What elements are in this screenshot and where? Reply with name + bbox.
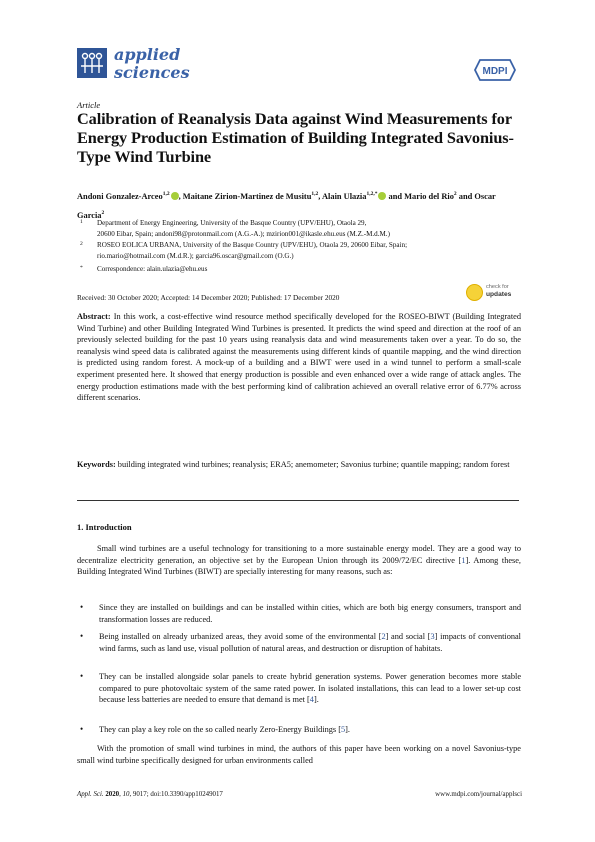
author-name: Maitane Zirion-Martinez de Musitu [182,192,312,201]
correspondence-line[interactable]: Correspondence: alain.ulazia@ehu.eus [97,265,208,273]
author-separator: and [386,192,405,201]
author-affiliation-marker: 2 [453,191,457,197]
abstract-text: In this work, a cost-effective wind resource method specifically developed for the ROSEO-BIWT (Building Integrated Wind Turbine) and other Building Integrated Wind Turbines is presented. It predicts the wind speed and direction at the roof of an previously selected building for the past 10 years using reanalysis data and wind measurements taken over a year. To do so, the reanalysis wind speed data is calibrated against the measurements using different kinds of quantile mapping, and the wind direction is predicted using random forest. A mock-up of a building and a BIWT were used in a wind tunnel to perform a small-scale experiment presented here. It showed that energy production is possible and even enhanced over a wide range of attack angles. The energy production estimations made with the best performing kind of calibration achieved an overall relative error of 6.77% across different scenarios. [77,312,521,403]
bullet-text-part: ] impacts of conventional wind farms, such as land use, visual pollution of natural areas, and destruction or disruption of habitats. [99,632,521,653]
affiliation-number: 2 [80,241,83,247]
paragraph-text: Small wind turbines are a useful technology for transitioning to a more sustainable energy model. They are a good way to decentralize electricity generation, an objective set by the European Union through its 2009/72/EC directive [ [77,544,521,565]
keywords-label: Keywords: [77,460,116,469]
footer-journal-abbr: Appl. Sci. [77,791,104,798]
footer-citation: Appl. Sci. 2020, 10, 9017; doi:10.3390/app10249017 [77,791,223,798]
updates-badge-line2: updates [486,291,512,298]
check-updates-icon [466,284,483,301]
journal-name-line1: applied [114,45,181,64]
citation-link[interactable]: 4 [309,695,314,705]
journal-logo-icon [77,48,107,78]
footer-doi[interactable]: , 9017; doi:10.3390/app10249017 [129,791,223,798]
bullet-item-1 [77,602,521,625]
bullet-item-3 [77,671,521,706]
paragraph-text: ]. Among these, Building Integrated Wind Turbines (BIWT) are specially interesting for many reasons, such as: [77,555,522,577]
author-separator: , [318,192,322,201]
correspondence [77,264,522,275]
author-name: Oscar Garcia [77,192,496,220]
bullet-text [99,671,521,706]
bullet-text [99,724,521,736]
footer-volume: 10 [122,791,130,798]
author-name: Alain Ulazia [322,192,367,201]
affiliation-line: rio.mario@hotmail.com (M.d.R.); garcia96.oscar@gmail.com (O.G.) [97,252,294,260]
updates-badge-line1: check for [486,284,509,290]
intro-paragraph-2: With the promotion of small wind turbines in mind, the authors of this paper have been working on a novel Savonius-type small wind turbine specifically designed for urban environments called [77,744,521,765]
bullet-text-part: ]. [313,695,319,705]
bullet-text [99,631,521,654]
mdpi-logo [474,58,516,82]
author-affiliation-marker: 1,2 [311,191,319,197]
bullet-text-part: They can play a key role on the so called nearly Zero-Energy Buildings [ [99,725,341,734]
journal-name-line2: sciences [114,63,190,82]
affiliation-number: 1 [80,219,83,225]
keywords-text: building integrated wind turbines; reanalysis; ERA5; anemometer; Savonius turbine; quantile mapping; random forest [117,460,510,469]
author-affiliation-marker: 1,2 [162,191,170,197]
paper-title: Calibration of Reanalysis Data against Wind Measurements for Energy Production Estimation of Building Integrated Savonius-Type Wind Turbine [77,109,514,166]
orcid-icon[interactable] [171,192,179,200]
bullet-item-2 [77,631,521,654]
bullet-icon: • [80,631,84,641]
author-separator: , [178,192,183,201]
footer-year: 2020 [105,791,120,798]
affiliation-number: * [80,265,83,271]
abstract-label: Abstract: [77,312,111,321]
bullet-icon: • [80,602,84,612]
citation-link[interactable]: 5 [341,725,346,734]
bullet-text [99,602,521,625]
bullet-icon: • [80,724,84,734]
abstract [77,311,521,404]
footer-journal-url[interactable]: www.mdpi.com/journal/applsci [435,791,522,798]
affiliation-line: Department of Energy Engineering, University of the Basque Country (UPV/EHU), Otaola 29, [97,219,367,227]
bullet-text-part: ] and social [ [385,632,431,641]
publication-dates: Received: 30 October 2020; Accepted: 14 December 2020; Published: 17 December 2020 [77,293,340,302]
section-divider [77,500,519,501]
author-name: Mario del Rio [404,192,454,201]
affiliation-line: 20600 Eibar, Spain; andoni98@protonmail.com (A.G.-A.); mzirion001@ikasle.ehu.eus (M.Z.-M.d.M.) [97,230,390,238]
bullet-text-part: ]. [345,725,350,734]
mdpi-logo-text: MDPI [482,66,508,77]
author-affiliation-marker: 1,2,* [366,191,378,197]
intro-paragraph-1 [77,543,521,578]
citation-link[interactable]: 3 [430,632,435,641]
section-heading: 1. Introduction [77,522,132,532]
author-name: Andoni Gonzalez-Arceo [77,192,163,201]
citation-link[interactable]: 2 [381,632,386,641]
affiliation-2 [77,240,522,262]
bullet-item-4 [77,724,521,736]
citation-link[interactable]: 1 [461,555,466,565]
affiliation-1 [77,218,522,240]
author-affiliation-marker: 2 [101,210,105,216]
bullet-icon: • [80,671,84,681]
bullet-text-part: Since they are installed on buildings and can be installed within cities, which are both big energy consumers, transport and transformation losses are reduced. [99,603,521,624]
check-for-updates-badge[interactable] [466,283,522,303]
bullet-text-part: They can be installed alongside solar panels to create hybrid generation systems. Power generation becomes more stable compared to pure photovoltaic system of the same rated power. In isolated installations, this can lead to a lower set-up cost because less batteries are needed to ensure that demand is met [ [99,672,521,705]
author-separator: and [456,192,475,201]
affiliation-line: ROSEO EOLICA URBANA, University of the Basque Country (UPV/EHU), Otaola 29, 20600 Eibar, Spain; [97,241,408,249]
bullet-text-part: Being installed on already urbanized areas, they avoid some of the environmental [ [99,632,382,641]
keywords [77,459,521,471]
journal-name [114,46,234,82]
article-type: Article [77,100,101,110]
